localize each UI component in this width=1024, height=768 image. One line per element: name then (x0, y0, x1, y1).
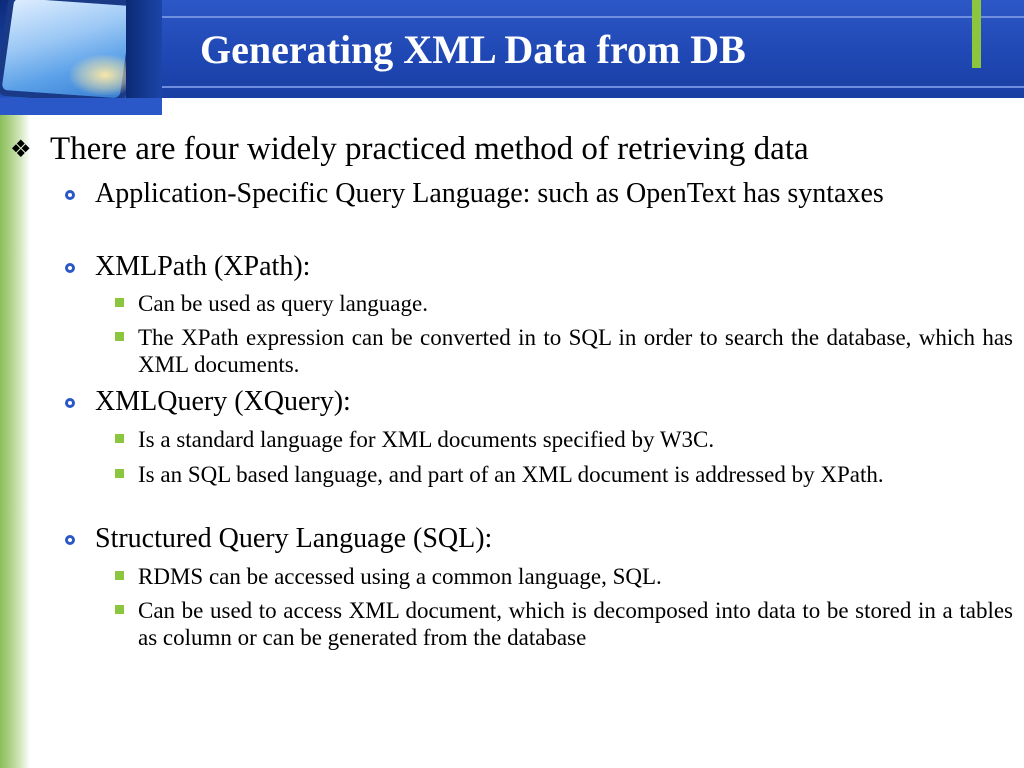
sub-point (138, 324, 1013, 378)
circle-bullet-icon (65, 535, 75, 545)
method-label: Application-Specific Query Language: such as OpenText has syntaxes (95, 178, 884, 209)
sub-point-text: Can be used as query language. (138, 291, 428, 316)
square-bullet-icon (115, 571, 124, 580)
square-bullet-icon (115, 298, 124, 307)
method-item (95, 251, 1013, 283)
sub-point-text: RDMS can be accessed using a common language, SQL. (138, 564, 662, 589)
method-label: XMLPath (XPath): (95, 251, 311, 282)
method-label: XMLQuery (XQuery): (95, 386, 351, 417)
sub-point (138, 290, 1013, 317)
diamond-bullet-icon: ❖ (10, 137, 32, 163)
sub-point (138, 563, 1013, 590)
circle-bullet-icon (65, 263, 75, 273)
slide-title: Generating XML Data from DB (200, 27, 746, 72)
method-item (95, 386, 1013, 418)
square-bullet-icon (115, 434, 124, 443)
square-bullet-icon (115, 332, 124, 341)
method-item (95, 523, 1013, 555)
method-label: Structured Query Language (SQL): (95, 523, 493, 554)
sub-point (138, 426, 1013, 453)
sub-point (138, 461, 1013, 488)
sub-point-text: The XPath expression can be converted in to SQL in order to search the database, which has XML documents. (138, 325, 1013, 377)
circle-bullet-icon (65, 190, 75, 200)
intro-bullet (10, 130, 1010, 169)
sub-point-text: Can be used to access XML document, which is decomposed into data to be stored in a tables as column or can be generated from the database (138, 598, 1013, 650)
intro-text: There are four widely practiced method of retrieving data (50, 131, 809, 167)
method-item (95, 178, 1013, 210)
sub-point (138, 597, 1013, 651)
sub-point-text: Is a standard language for XML documents specified by W3C. (138, 427, 715, 452)
sub-point-text: Is an SQL based language, and part of an XML document is addressed by XPath. (138, 462, 884, 487)
circle-bullet-icon (65, 398, 75, 408)
square-bullet-icon (115, 469, 124, 478)
square-bullet-icon (115, 605, 124, 614)
